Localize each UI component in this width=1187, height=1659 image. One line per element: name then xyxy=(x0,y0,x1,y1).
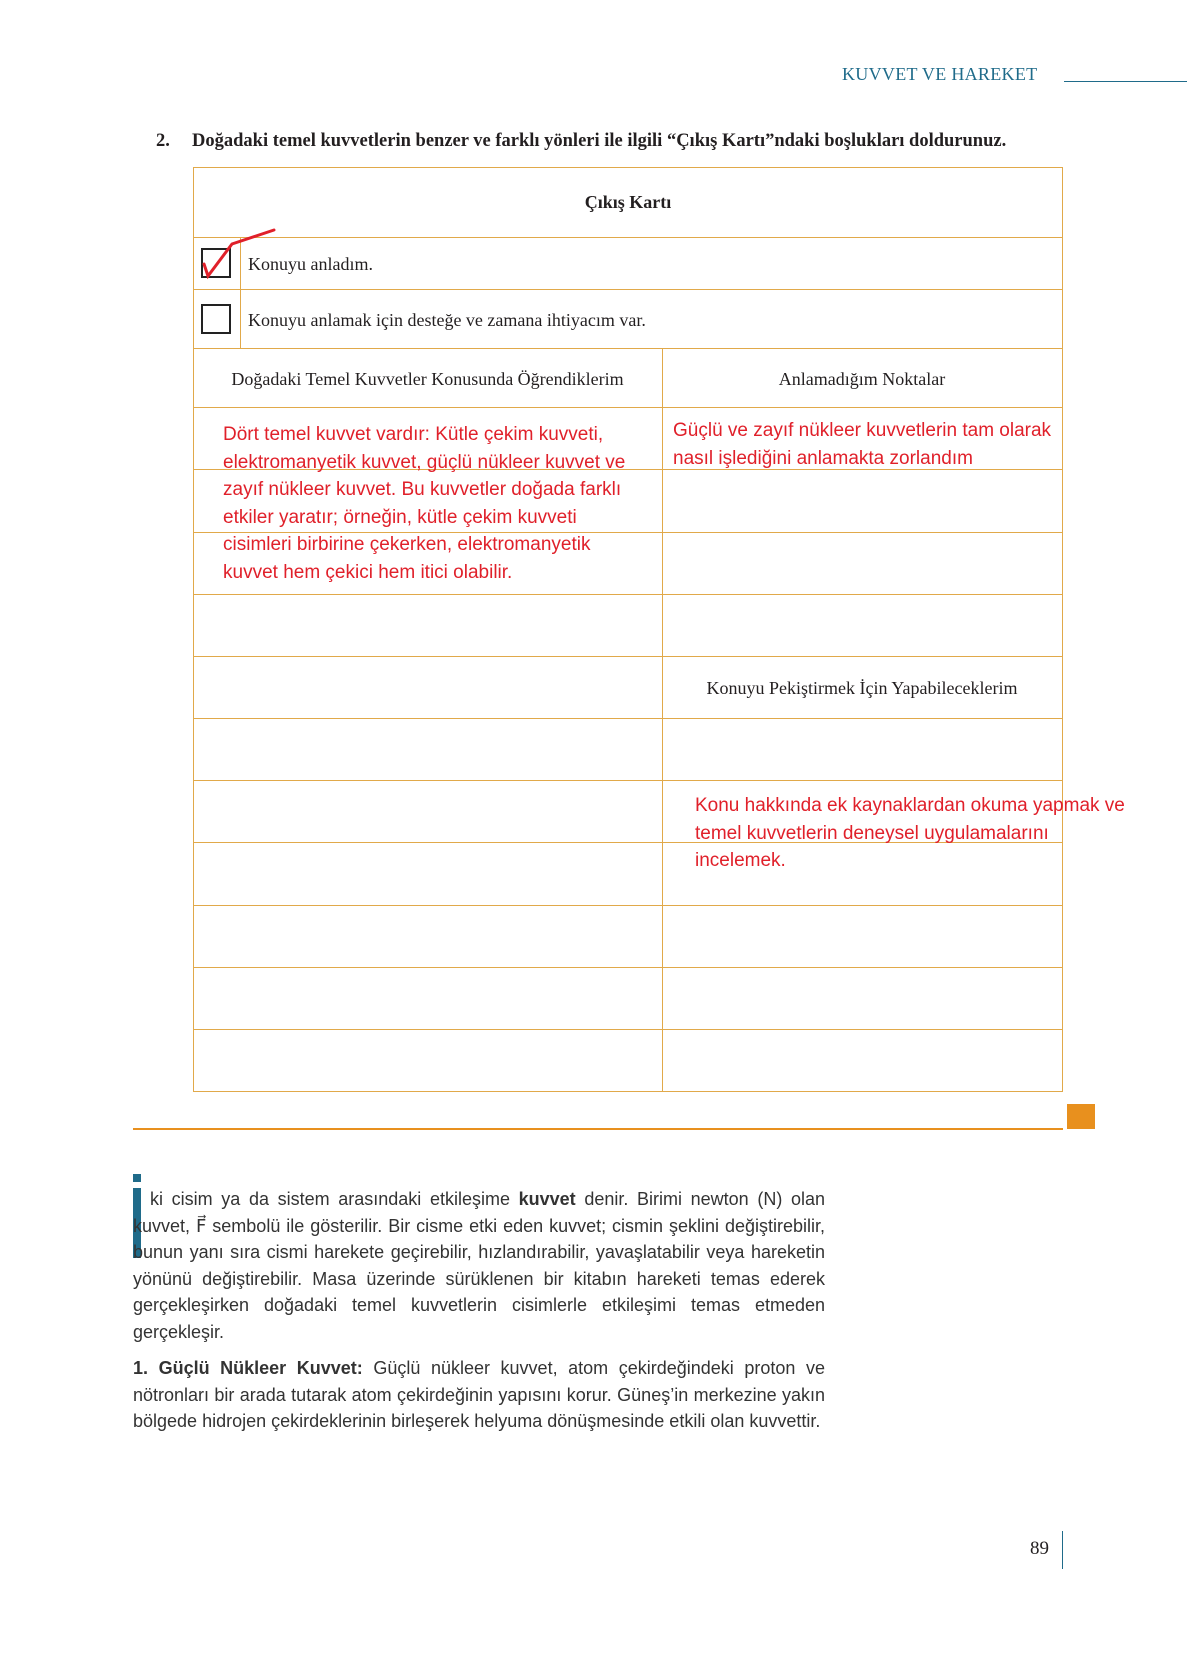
section-header: KUVVET VE HAREKET xyxy=(842,64,1038,84)
page-number: 89 xyxy=(1030,1538,1049,1559)
orange-rule xyxy=(133,1128,1063,1130)
question-number: 2. xyxy=(156,131,170,151)
header-rule xyxy=(1064,81,1187,82)
divider xyxy=(193,780,1063,781)
option-need-support-label: Konuyu anlamak için desteğe ve zamana ihtiyacım var. xyxy=(248,310,646,330)
paragraph-intro xyxy=(133,1186,825,1345)
col-learned-header: Doğadaki Temel Kuvvetler Konusunda Öğrendiklerim xyxy=(231,369,624,389)
divider xyxy=(193,289,1063,290)
drop-cap-dot xyxy=(133,1174,141,1182)
divider xyxy=(193,1029,1063,1030)
orange-square-marker xyxy=(1067,1104,1095,1129)
divider xyxy=(193,237,1063,238)
col-not-understood-header: Anlamadığım Noktalar xyxy=(778,369,946,389)
divider xyxy=(193,905,1063,906)
text: denir. Birimi newton (N) olan kuvvet, xyxy=(133,1189,826,1236)
answer-reinforce[interactable]: Konu hakkında ek kaynaklardan okuma yapmak ve temel kuvvetlerin deneysel uygulamalarını incelemek. xyxy=(695,795,1125,872)
divider xyxy=(193,348,1063,349)
page-number-rule xyxy=(1062,1531,1063,1569)
divider xyxy=(193,407,1063,408)
text: sembolü ile gösterilir. Bir cisme etki eden kuvvet; cismin şeklini değiştirebilir, bunun yanı sıra cismi harekete geçirebilir, hızlandırabilir, yavaşlatabilir veya hareketin yönünü değiştirebilir. Masa üzerinde sürüklenen bir kitabın hareketi temas ederek gerçekleşirken doğadaki temel kuvvetlerin cisimlerle etkileşimi temas etmeden gerçekleşir. xyxy=(133,1215,826,1342)
text: Güçlü nükleer kuvvet, atom çekirdeğindeki proton ve nötronları bir arada tutarak atom çekirdeğinin yapısını korur. Güneş’in merkezine yakın bölgede hidrojen çekirdeklerinin birleşerek helyuma dönüşmesinde etkili olan kuvvettir. xyxy=(133,1358,825,1431)
divider xyxy=(662,348,663,1091)
question-text: Doğadaki temel kuvvetlerin benzer ve farklı yönleri ile ilgili “Çıkış Kartı”ndaki boşlukları doldurunuz. xyxy=(192,131,1007,151)
option-understood-label: Konuyu anladım. xyxy=(248,254,373,274)
divider xyxy=(193,167,194,1092)
col-reinforce-header: Konuyu Pekiştirmek İçin Yapabileceklerim xyxy=(706,678,1018,698)
divider xyxy=(193,718,1063,719)
checkbox-need-support[interactable] xyxy=(201,304,231,334)
force-symbol: F⃗ xyxy=(195,1215,207,1236)
divider xyxy=(193,167,1063,168)
divider xyxy=(193,967,1063,968)
question xyxy=(156,131,1006,152)
divider xyxy=(193,656,1063,657)
answer-learned[interactable]: Dört temel kuvvet vardır: Kütle çekim kuvveti, elektromanyetik kuvvet, güçlü nükleer kuvvet ve zayıf nükleer kuvvet. Bu kuvvetler doğada farklı etkiler yaratır; örneğin, kütle çekim kuvveti cisimleri birbirine çekerken, elektromanyetik kuvvet hem çekici hem itici olabilir. xyxy=(223,424,626,583)
divider xyxy=(1062,167,1063,1092)
text: ki cisim ya da sistem arasındaki etkileşime xyxy=(150,1189,519,1209)
bold-term: kuvvet xyxy=(518,1189,576,1209)
body-text xyxy=(133,1186,825,1445)
answer-not-understood[interactable]: Güçlü ve zayıf nükleer kuvvetlerin tam olarak nasıl işlediğini anlamakta zorlandım xyxy=(673,420,1052,469)
divider xyxy=(193,1091,1063,1092)
card-title: Çıkış Kartı xyxy=(584,192,672,212)
paragraph-strong-nuclear xyxy=(133,1355,825,1435)
bold-heading: 1. Güçlü Nükleer Kuvvet: xyxy=(133,1358,363,1378)
